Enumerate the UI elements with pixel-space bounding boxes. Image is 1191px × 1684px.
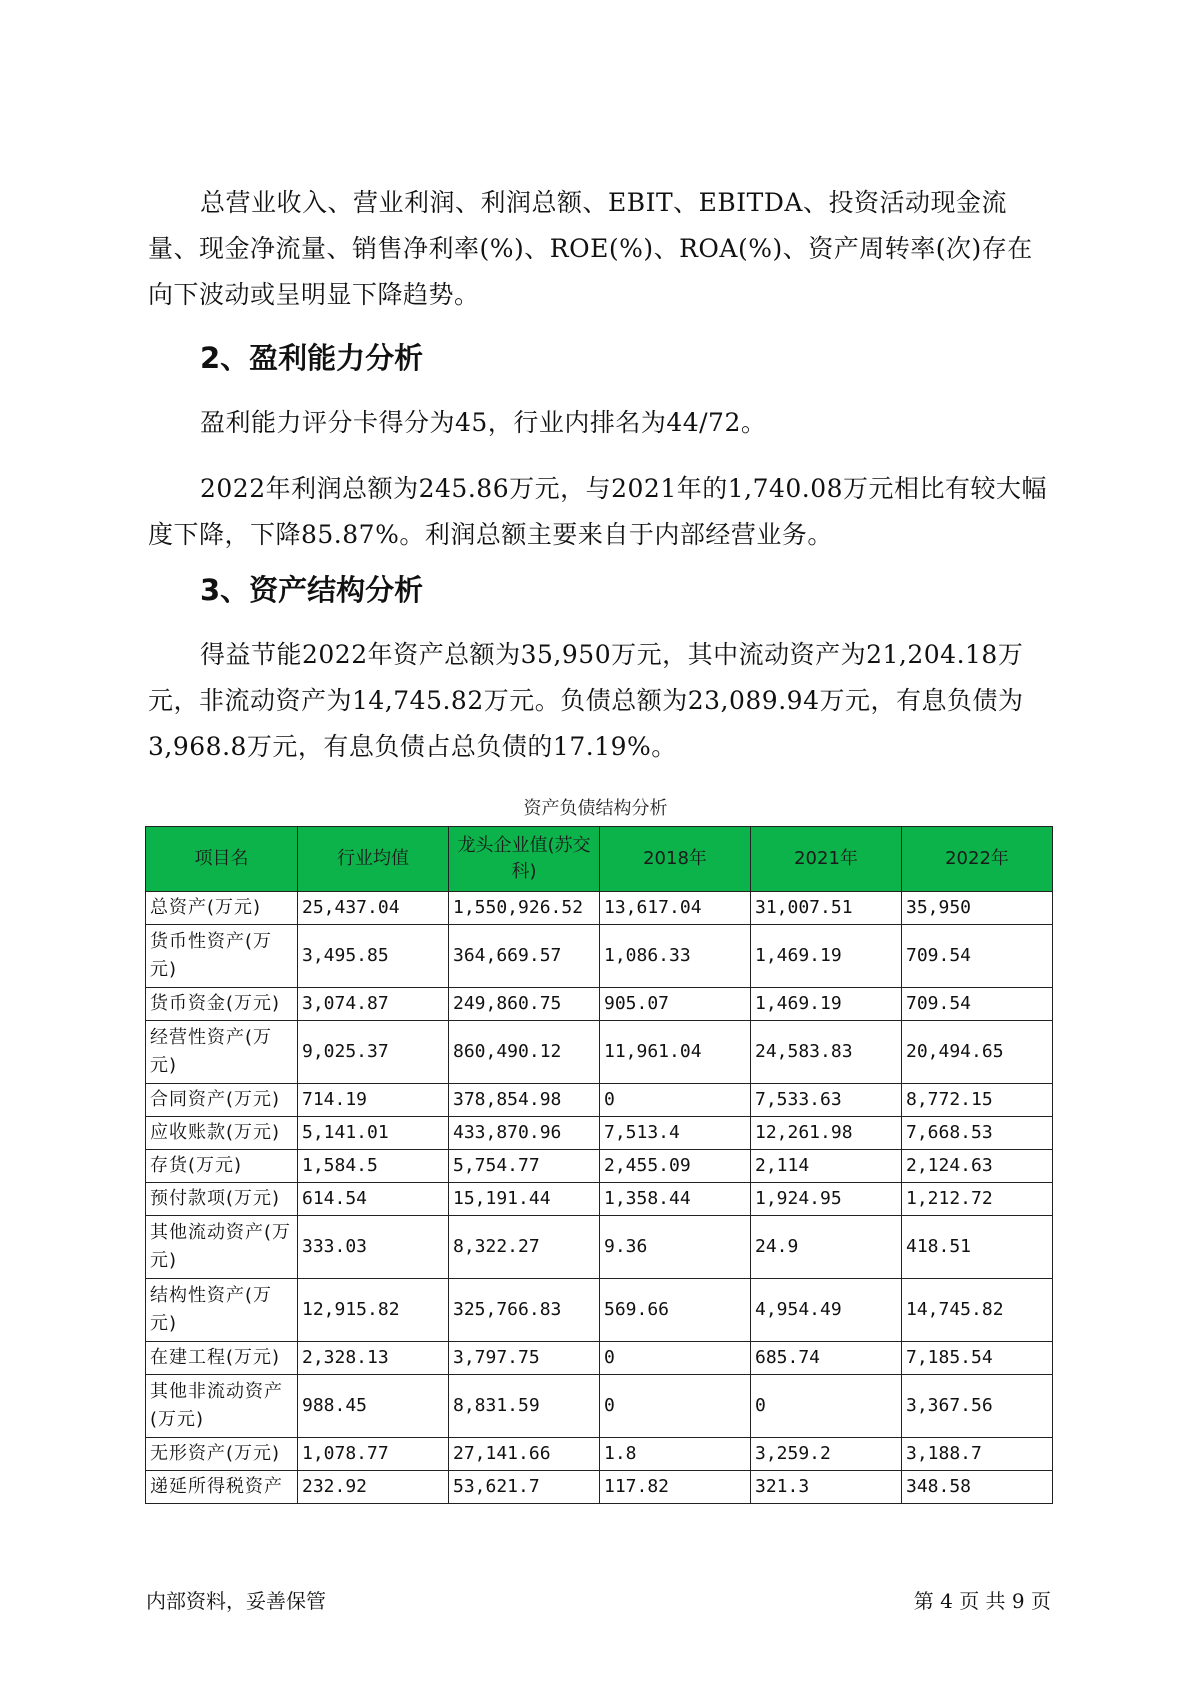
table-cell: 0 <box>600 1342 751 1375</box>
table-cell: 7,513.4 <box>600 1117 751 1150</box>
table-cell: 1,469.19 <box>751 925 902 988</box>
table-cell: 2,124.63 <box>902 1150 1053 1183</box>
row-label: 总资产(万元) <box>146 892 298 925</box>
row-label: 存货(万元) <box>146 1150 298 1183</box>
table-cell: 2,328.13 <box>298 1342 449 1375</box>
table-cell: 4,954.49 <box>751 1279 902 1342</box>
table-cell: 614.54 <box>298 1183 449 1216</box>
table-row <box>146 892 1053 925</box>
table-caption: 资产负债结构分析 <box>523 798 668 819</box>
asset-structure-paragraph: 得益节能2022年资产总额为35,950万元，其中流动资产为21,204.18万元，非流动资产为14,745.82万元。负债总额为23,089.94万元，有息负债为3,968.8万元，有息负债占总负债的17.19%。 <box>148 640 1024 761</box>
table-cell: 25,437.04 <box>298 892 449 925</box>
table-cell: 3,495.85 <box>298 925 449 988</box>
table-cell: 2,114 <box>751 1150 902 1183</box>
table-cell: 0 <box>600 1084 751 1117</box>
row-label: 递延所得税资产 <box>146 1471 298 1504</box>
table-cell: 378,854.98 <box>449 1084 600 1117</box>
table-cell: 117.82 <box>600 1471 751 1504</box>
table-cell: 988.45 <box>298 1375 449 1438</box>
table-cell: 709.54 <box>902 988 1053 1021</box>
table-cell: 1,212.72 <box>902 1183 1053 1216</box>
table-cell: 14,745.82 <box>902 1279 1053 1342</box>
table-row <box>146 988 1053 1021</box>
table-cell: 3,188.7 <box>902 1438 1053 1471</box>
table-cell: 1,469.19 <box>751 988 902 1021</box>
row-label: 无形资产(万元) <box>146 1438 298 1471</box>
table-cell: 27,141.66 <box>449 1438 600 1471</box>
table-row <box>146 1438 1053 1471</box>
table-row <box>146 1150 1053 1183</box>
table-cell: 709.54 <box>902 925 1053 988</box>
row-label: 在建工程(万元) <box>146 1342 298 1375</box>
table-cell: 13,617.04 <box>600 892 751 925</box>
table-cell: 5,141.01 <box>298 1117 449 1150</box>
table-row <box>146 1375 1053 1438</box>
table-cell: 8,772.15 <box>902 1084 1053 1117</box>
profitability-score-paragraph: 盈利能力评分卡得分为45，行业内排名为44/72。 <box>200 408 767 437</box>
column-header: 龙头企业值(苏交科) <box>449 827 600 892</box>
table-row <box>146 925 1053 988</box>
table-cell: 7,668.53 <box>902 1117 1053 1150</box>
table-cell: 3,074.87 <box>298 988 449 1021</box>
table-cell: 24.9 <box>751 1216 902 1279</box>
row-label: 应收账款(万元) <box>146 1117 298 1150</box>
table-cell: 5,754.77 <box>449 1150 600 1183</box>
table-cell: 9.36 <box>600 1216 751 1279</box>
table-cell: 20,494.65 <box>902 1021 1053 1084</box>
table-row <box>146 1021 1053 1084</box>
column-header: 行业均值 <box>298 827 449 892</box>
table-cell: 685.74 <box>751 1342 902 1375</box>
row-label: 合同资产(万元) <box>146 1084 298 1117</box>
table-cell: 714.19 <box>298 1084 449 1117</box>
table-cell: 3,797.75 <box>449 1342 600 1375</box>
table-cell: 35,950 <box>902 892 1053 925</box>
table-cell: 8,322.27 <box>449 1216 600 1279</box>
confidentiality-footer: 内部资料，妥善保管 <box>146 1589 326 1613</box>
row-label: 其他非流动资产(万元) <box>146 1375 298 1438</box>
table-cell: 325,766.83 <box>449 1279 600 1342</box>
table-row <box>146 1471 1053 1504</box>
table-cell: 31,007.51 <box>751 892 902 925</box>
table-cell: 3,259.2 <box>751 1438 902 1471</box>
table-row <box>146 1342 1053 1375</box>
table-cell: 0 <box>600 1375 751 1438</box>
table-cell: 321.3 <box>751 1471 902 1504</box>
table-cell: 1,078.77 <box>298 1438 449 1471</box>
table-cell: 232.92 <box>298 1471 449 1504</box>
table-row <box>146 1117 1053 1150</box>
column-header: 项目名 <box>146 827 298 892</box>
table-row <box>146 1279 1053 1342</box>
table-cell: 418.51 <box>902 1216 1053 1279</box>
table-cell: 15,191.44 <box>449 1183 600 1216</box>
table-cell: 1.8 <box>600 1438 751 1471</box>
page-number: 第 4 页 共 9 页 <box>913 1589 1051 1613</box>
summary-paragraph: 总营业收入、营业利润、利润总额、EBIT、EBITDA、投资活动现金流量、现金净流量、销售净利率(%)、ROE(%)、ROA(%)、资产周转率(次)存在向下波动或呈明显下降趋势。 <box>148 188 1033 309</box>
table-cell: 0 <box>751 1375 902 1438</box>
table-cell: 53,621.7 <box>449 1471 600 1504</box>
table-cell: 860,490.12 <box>449 1021 600 1084</box>
table-cell: 364,669.57 <box>449 925 600 988</box>
row-label: 货币性资产(万元) <box>146 925 298 988</box>
table-row <box>146 1216 1053 1279</box>
column-header: 2018年 <box>600 827 751 892</box>
table-cell: 9,025.37 <box>298 1021 449 1084</box>
table-cell: 24,583.83 <box>751 1021 902 1084</box>
table-cell: 1,358.44 <box>600 1183 751 1216</box>
table-cell: 3,367.56 <box>902 1375 1053 1438</box>
table-cell: 7,533.63 <box>751 1084 902 1117</box>
table-cell: 2,455.09 <box>600 1150 751 1183</box>
table-cell: 12,261.98 <box>751 1117 902 1150</box>
table-cell: 11,961.04 <box>600 1021 751 1084</box>
table-cell: 1,584.5 <box>298 1150 449 1183</box>
row-label: 结构性资产(万元) <box>146 1279 298 1342</box>
table-cell: 433,870.96 <box>449 1117 600 1150</box>
table-cell: 1,550,926.52 <box>449 892 600 925</box>
table-cell: 333.03 <box>298 1216 449 1279</box>
row-label: 经营性资产(万元) <box>146 1021 298 1084</box>
column-header: 2021年 <box>751 827 902 892</box>
row-label: 货币资金(万元) <box>146 988 298 1021</box>
table-cell: 8,831.59 <box>449 1375 600 1438</box>
table-cell: 1,924.95 <box>751 1183 902 1216</box>
row-label: 其他流动资产(万元) <box>146 1216 298 1279</box>
table-row <box>146 1183 1053 1216</box>
table-cell: 12,915.82 <box>298 1279 449 1342</box>
table-row <box>146 1084 1053 1117</box>
table-cell: 249,860.75 <box>449 988 600 1021</box>
table-cell: 7,185.54 <box>902 1342 1053 1375</box>
section-heading-asset-structure: 3、资产结构分析 <box>200 573 424 607</box>
profit-total-paragraph: 2022年利润总额为245.86万元，与2021年的1,740.08万元相比有较大幅度下降，下降85.87%。利润总额主要来自于内部经营业务。 <box>148 474 1048 549</box>
column-header: 2022年 <box>902 827 1053 892</box>
table-cell: 1,086.33 <box>600 925 751 988</box>
table-cell: 905.07 <box>600 988 751 1021</box>
section-heading-profitability: 2、盈利能力分析 <box>200 341 424 375</box>
row-label: 预付款项(万元) <box>146 1183 298 1216</box>
table-header-row <box>146 827 1053 892</box>
table-cell: 348.58 <box>902 1471 1053 1504</box>
asset-liability-table <box>145 826 1053 1504</box>
table-cell: 569.66 <box>600 1279 751 1342</box>
